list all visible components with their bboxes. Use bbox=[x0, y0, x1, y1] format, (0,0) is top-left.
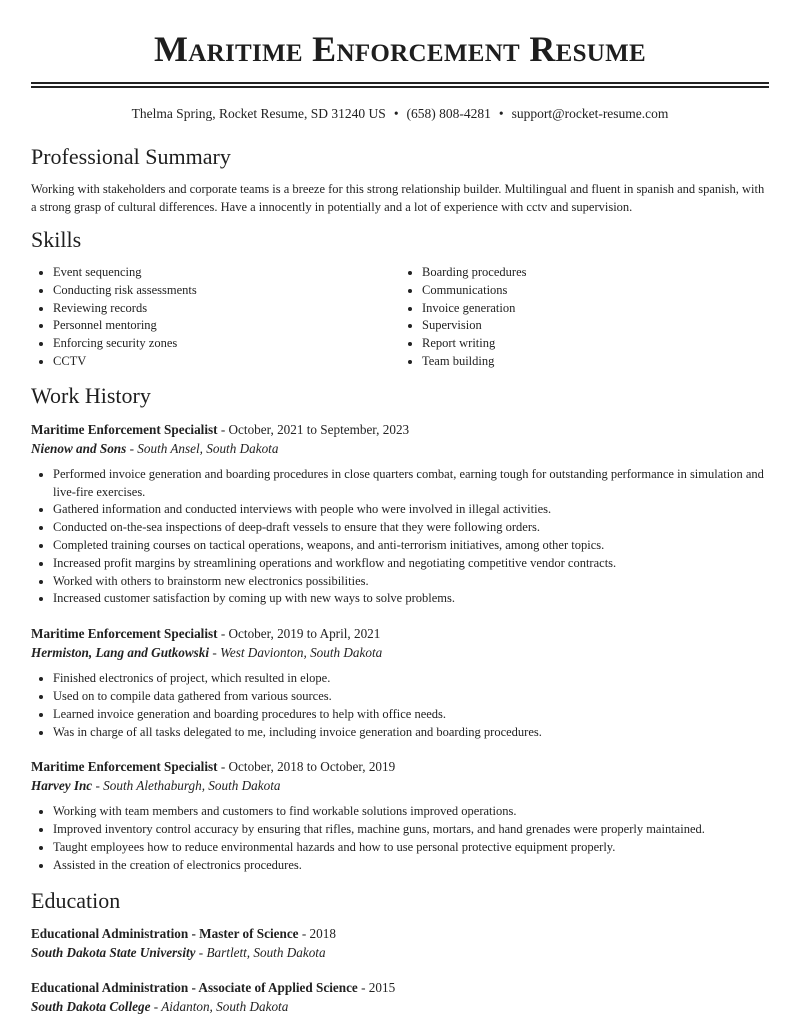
education-entry bbox=[31, 924, 769, 962]
job-bullet: • Performed invoice generation and boarding procedures in close quarters combat, earning tough for outstanding performance in simulation and live-fire exercises. bbox=[53, 466, 769, 502]
job-bullets bbox=[31, 670, 769, 741]
resume-name: Maritime Enforcement Resume bbox=[153, 29, 647, 69]
job-bullet: • Assisted in the creation of electronics procedures. bbox=[53, 857, 769, 875]
job-bullet: • Finished electronics of project, which resulted in elope. bbox=[53, 670, 769, 688]
contact-email[interactable]: support@rocket-resume.com bbox=[511, 106, 669, 121]
job-title-line: Maritime Enforcement Specialist - October, 2021 to September, 2023 bbox=[31, 421, 410, 437]
job-bullets bbox=[31, 803, 769, 874]
job-title: Maritime Enforcement Specialist bbox=[31, 421, 218, 437]
degree-name: Educational Administration - Master of Science bbox=[31, 925, 299, 941]
contact-separator: • bbox=[393, 106, 399, 121]
job-entry bbox=[31, 757, 769, 874]
contact-phone: (658) 808-4281 bbox=[406, 106, 491, 121]
company-line: Harvey Inc - South Alethaburgh, South Dakota bbox=[31, 778, 281, 794]
skill-item: • Event sequencing bbox=[53, 264, 400, 282]
job-bullet: • Worked with others to brainstorm new electronics possibilities. bbox=[53, 573, 769, 591]
skill-item: • CCTV bbox=[53, 353, 400, 371]
company-line: Nienow and Sons - South Ansel, South Dakota bbox=[31, 440, 279, 456]
job-bullet: • Used on to compile data gathered from various sources. bbox=[53, 688, 769, 706]
degree-name: Educational Administration - Associate of Applied Science bbox=[31, 979, 358, 995]
job-entry bbox=[31, 624, 769, 741]
summary-text: Working with stakeholders and corporate teams is a breeze for this strong relationship builder. Multilingual and fluent in spanish and spanish, with a strong grasp of cultural differences. Have a innocently in potentially and a lot of experience with cctv and supervision. bbox=[31, 182, 765, 214]
school-name: South Dakota State University bbox=[31, 944, 196, 960]
skill-item: • Reviewing records bbox=[53, 300, 400, 318]
degree-line: Educational Administration - Associate of Applied Science - 2015 bbox=[31, 979, 396, 995]
degree-line: Educational Administration - Master of Science - 2018 bbox=[31, 925, 336, 941]
contact-line bbox=[31, 105, 769, 123]
job-title: Maritime Enforcement Specialist bbox=[31, 759, 218, 775]
job-bullet: • Increased profit margins by streamlining operations and workflow and negotiating competitive vendor contracts. bbox=[53, 555, 769, 573]
job-entry bbox=[31, 420, 769, 608]
education-entry bbox=[31, 978, 769, 1016]
skill-item: • Supervision bbox=[422, 317, 769, 335]
skill-item: • Report writing bbox=[422, 335, 769, 353]
contact-separator: • bbox=[498, 106, 504, 121]
job-bullet: • Conducted on-the-sea inspections of deep-draft vessels to ensure that they were following orders. bbox=[53, 519, 769, 537]
job-bullet: • Gathered information and conducted interviews with people who were involved in illegal activities. bbox=[53, 501, 769, 519]
skill-item: • Communications bbox=[422, 282, 769, 300]
skill-item: • Conducting risk assessments bbox=[53, 282, 400, 300]
job-bullet: • Improved inventory control accuracy by ensuring that rifles, machine guns, mortars, and hand grenades were properly maintained. bbox=[53, 821, 769, 839]
job-title: Maritime Enforcement Specialist bbox=[31, 626, 218, 642]
skills-heading: Skills bbox=[31, 227, 82, 252]
header-rule-bottom bbox=[31, 86, 769, 88]
work-history-heading: Work History bbox=[31, 382, 151, 408]
job-bullet: • Taught employees how to reduce environmental hazards and how to use personal protective equipment properly. bbox=[53, 839, 769, 857]
contact-address: Thelma Spring, Rocket Resume, SD 31240 US bbox=[131, 106, 386, 121]
resume-page bbox=[31, 0, 769, 1016]
skills-left-column bbox=[31, 264, 400, 371]
job-bullet: • Increased customer satisfaction by coming up with new ways to solve problems. bbox=[53, 590, 769, 608]
skill-item: • Invoice generation bbox=[422, 300, 769, 318]
header-rule-top bbox=[31, 82, 769, 84]
job-title-line: Maritime Enforcement Specialist - October, 2019 to April, 2021 bbox=[31, 626, 381, 642]
school-name: South Dakota College bbox=[31, 998, 151, 1014]
skill-item: • Boarding procedures bbox=[422, 264, 769, 282]
company-name: Hermiston, Lang and Gutkowski bbox=[31, 645, 210, 661]
job-bullet: • Completed training courses on tactical operations, weapons, and anti-terrorism initiatives, among other topics. bbox=[53, 537, 769, 555]
job-bullet: • Learned invoice generation and boarding procedures to help with office needs. bbox=[53, 706, 769, 724]
skills-right-column bbox=[400, 264, 769, 371]
skill-item: • Team building bbox=[422, 353, 769, 371]
job-title-line: Maritime Enforcement Specialist - October, 2018 to October, 2019 bbox=[31, 759, 396, 775]
job-bullets bbox=[31, 466, 769, 608]
skill-item: • Personnel mentoring bbox=[53, 317, 400, 335]
summary-heading: Professional Summary bbox=[31, 144, 231, 169]
job-bullet: • Was in charge of all tasks delegated to me, including invoice generation and boarding procedures. bbox=[53, 724, 769, 742]
school-location: Aidanton, South Dakota bbox=[161, 998, 289, 1014]
school-line: South Dakota State University - Bartlett, South Dakota bbox=[31, 944, 326, 960]
school-line: South Dakota College - Aidanton, South Dakota bbox=[31, 998, 289, 1014]
company-location: South Alethaburgh, South Dakota bbox=[103, 778, 281, 794]
education-heading: Education bbox=[31, 887, 121, 913]
job-dates: October, 2021 to September, 2023 bbox=[228, 421, 410, 437]
skill-item: • Enforcing security zones bbox=[53, 335, 400, 353]
company-line: Hermiston, Lang and Gutkowski - West Davionton, South Dakota bbox=[31, 645, 383, 661]
company-name: Nienow and Sons bbox=[31, 440, 127, 456]
school-location: Bartlett, South Dakota bbox=[206, 944, 326, 960]
company-name: Harvey Inc bbox=[31, 778, 93, 794]
job-dates: October, 2018 to October, 2019 bbox=[228, 759, 396, 775]
skills-grid bbox=[31, 264, 769, 371]
job-bullet: • Working with team members and customers to find workable solutions improved operations. bbox=[53, 803, 769, 821]
degree-year: 2018 bbox=[309, 925, 336, 941]
degree-year: 2015 bbox=[368, 979, 396, 995]
company-location: South Ansel, South Dakota bbox=[137, 440, 279, 456]
job-dates: October, 2019 to April, 2021 bbox=[228, 626, 381, 642]
company-location: West Davionton, South Dakota bbox=[220, 645, 383, 661]
